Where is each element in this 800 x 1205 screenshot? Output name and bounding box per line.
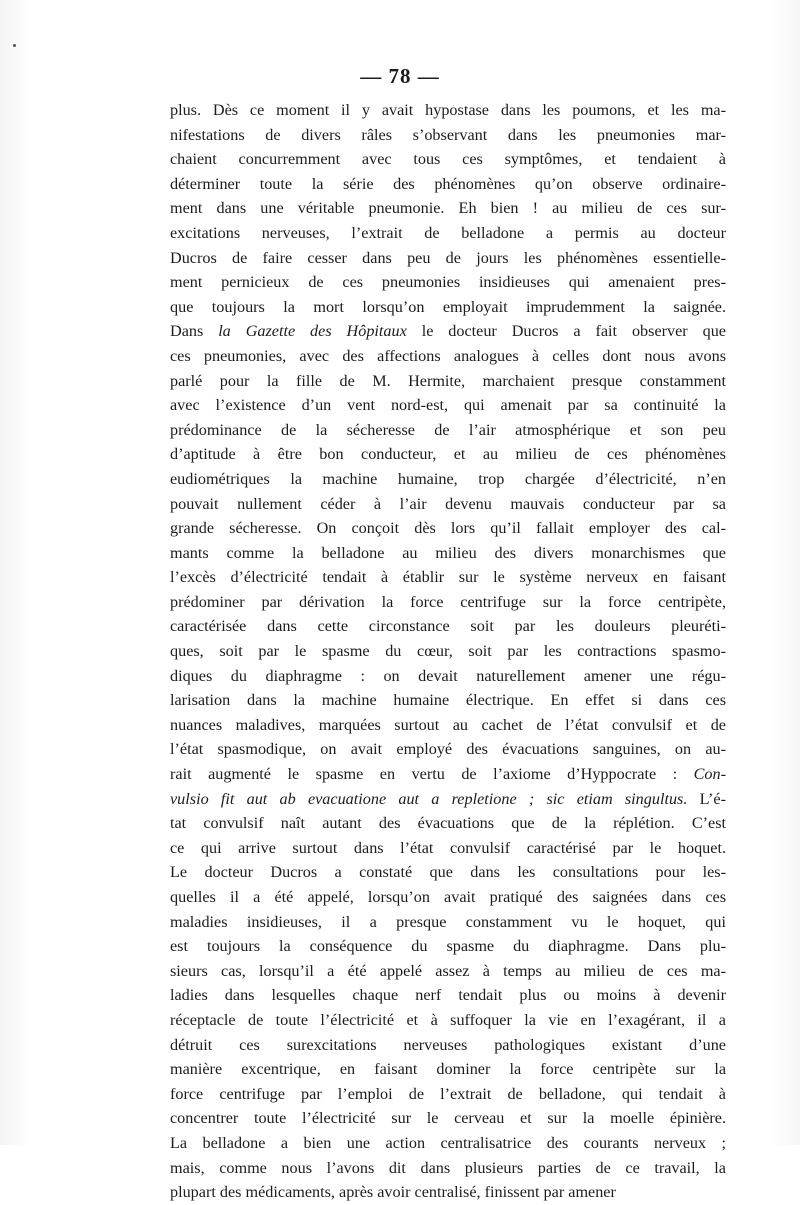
text-line: réceptacle de toute l’électricité et à suffoquer la vie en l’exagérant, il a	[170, 1010, 726, 1029]
text-line: manière excentrique, en faisant dominer la force centripète sur la	[170, 1060, 726, 1079]
italic-text: vulsio fit aut ab evacuatione aut a repletione ; sic etiam singultus.	[170, 789, 688, 808]
text-line: Le docteur Ducros a constaté que dans les consultations pour les-	[170, 863, 726, 882]
text-line: plupart des médicaments, après avoir centralisé, finissent par amener	[170, 1183, 616, 1202]
text-line: prédominer par dérivation la force centrifuge sur la force centripète,	[170, 592, 726, 611]
text-line: parlé pour la fille de M. Hermite, marchaient presque constamment	[170, 371, 726, 390]
text-line: force centrifuge par l’emploi de l’extrait de belladone, qui tendait à	[170, 1084, 726, 1103]
text-line: est toujours la conséquence du spasme du diaphragme. Dans plu-	[170, 937, 726, 956]
text-line: larisation dans la machine humaine électrique. En effet si dans ces	[170, 691, 726, 710]
text-line: rait augmenté le spasme en vertu de l’axiome d’Hyppocrate : Con-	[170, 765, 726, 784]
text-line: La belladone a bien une action centralisatrice des courants nerveux ;	[170, 1133, 726, 1152]
text-line: tat convulsif naît autant des évacuations que de la réplétion. C’est	[170, 814, 726, 833]
text-line: pouvait nullement céder à l’air devenu mauvais conducteur par sa	[170, 494, 726, 513]
text-line: ment dans une véritable pneumonie. Eh bien ! au milieu de ces sur-	[170, 199, 726, 218]
text-line: Ducros de faire cesser dans peu de jours les phénomènes essentielle-	[170, 248, 726, 267]
text-line: ladies dans lesquelles chaque nerf tendait plus ou moins à devenir	[170, 986, 726, 1005]
text-line: avec l’existence d’un vent nord-est, qui amenait par sa continuité la	[170, 396, 726, 415]
page-number: — 78 —	[360, 64, 440, 88]
text-line: mants comme la belladone au milieu des divers monarchismes que	[170, 543, 726, 562]
text-line: prédominance de la sécheresse de l’air atmosphérique et son peu	[170, 420, 726, 439]
text-line: l’excès d’électricité tendait à établir sur le système nerveux en faisant	[170, 568, 726, 587]
text-line: ces pneumonies, avec des affections analogues à celles dont nous avons	[170, 346, 726, 365]
text-line: ment pernicieux de ces pneumonies insidieuses qui amenaient pres-	[170, 273, 726, 292]
text-line: excitations nerveuses, l’extrait de belladone a permis au docteur	[170, 223, 726, 242]
text-line: Dans la Gazette des Hôpitaux le docteur Ducros a fait observer que	[170, 322, 726, 341]
body-text	[170, 98, 726, 1205]
text-line: grande sécheresse. On conçoit dès lors qu’il fallait employer des cal-	[170, 519, 726, 538]
text-line: l’état spasmodique, on avait employé des évacuations sanguines, on au-	[170, 740, 726, 759]
text-line: que toujours la mort lorsqu’on employait imprudemment la saignée.	[170, 297, 726, 316]
text-line: diques du diaphragme : on devait naturellement amener une régu-	[170, 666, 726, 685]
text-line: détruit ces surexcitations nerveuses pathologiques existant d’une	[170, 1035, 726, 1054]
text-line: plus. Dès ce moment il y avait hypostase dans les poumons, et les ma-	[170, 101, 726, 119]
text-line: ce qui arrive surtout dans l’état convulsif caractérisé par le hoquet.	[170, 838, 726, 857]
italic-text: Con-	[693, 765, 726, 784]
text-line: vulsio fit aut ab evacuatione aut a repletione ; sic etiam singultus. L’é-	[170, 789, 726, 808]
text-line: chaient concurremment avec tous ces symptômes, et tendaient à	[170, 150, 726, 169]
ink-speck	[13, 44, 16, 47]
text-line: nifestations de divers râles s’observant dans les pneumonies mar-	[170, 125, 726, 144]
text-line: eudiométriques la machine humaine, trop chargée d’électricité, n’en	[170, 469, 726, 488]
text-line: mais, comme nous l’avons dit dans plusieurs parties de ce travail, la	[170, 1158, 726, 1177]
italic-text: la Gazette des Hôpitaux	[218, 322, 407, 341]
text-line: d’aptitude à être bon conducteur, et au milieu de ces phénomènes	[170, 445, 726, 464]
text-line: sieurs cas, lorsqu’il a été appelé assez à temps au milieu de ces ma-	[170, 961, 726, 980]
text-line: nuances maladives, marquées surtout au cachet de l’état convulsif et de	[170, 715, 726, 734]
text-line: déterminer toute la série des phénomènes qu’on observe ordinaire-	[170, 174, 726, 193]
text-line: quelles il a été appelé, lorsqu’on avait pratiqué des saignées dans ces	[170, 888, 726, 906]
text-line: ques, soit par le spasme du cœur, soit par les contractions spasmo-	[170, 642, 726, 661]
text-line: concentrer toute l’électricité sur le cerveau et sur la moelle épinière.	[170, 1109, 726, 1128]
text-line: maladies insidieuses, il a presque constamment vu le hoquet, qui	[170, 912, 726, 931]
text-line: caractérisée dans cette circonstance soit par les douleurs pleuréti-	[170, 617, 726, 636]
